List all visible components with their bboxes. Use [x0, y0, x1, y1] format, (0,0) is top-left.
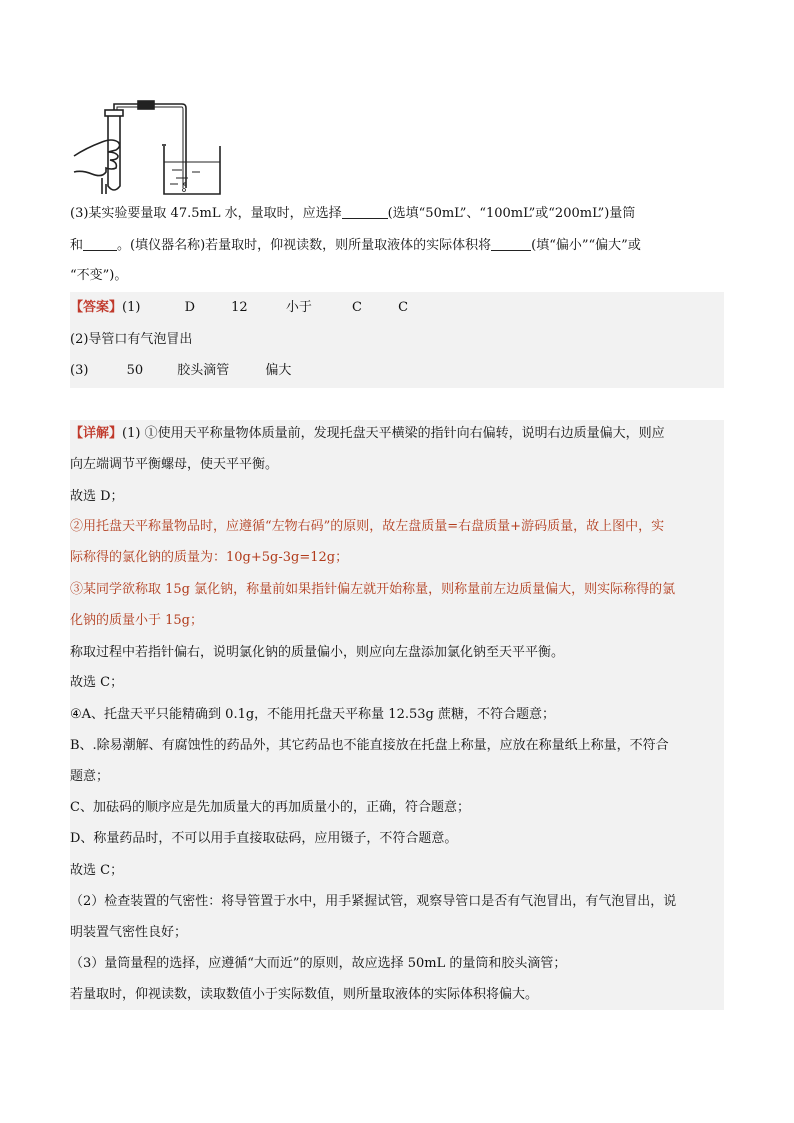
detail-line: 故选 C；: [70, 675, 124, 690]
detail-line: 向左端调节平衡螺母，使天平平衡。: [70, 457, 279, 472]
answer-blank: [342, 204, 388, 219]
detail-line: （3）量筒量程的选择，应遵循“大而近”的原则，故应选择 50mL 的量筒和胶头滴管；: [70, 956, 567, 971]
detail-line: ④A、托盘天平只能精确到 0.1g，不能用托盘天平称量 12.53g 蔗糖，不符合题意；: [70, 707, 555, 722]
detail-line: 故选 C；: [70, 863, 124, 878]
detail-line: 称取过程中若指针偏右，说明氯化钠的质量偏小，则应向左盘添加氯化钠至天平平衡。: [70, 645, 565, 660]
answer-value: D: [184, 300, 196, 315]
detail-tag: 【详解】: [70, 426, 123, 441]
answer-value: 偏大: [265, 363, 292, 378]
answer-value: (1): [122, 300, 141, 315]
answer-row-1: [70, 298, 408, 318]
question-line-1: [70, 204, 635, 224]
question-text: (选填“50mL”、“100mL”或“200mL”)量筒: [387, 206, 636, 221]
answer-value: 胶头滴管: [177, 363, 230, 378]
detail-line: D、称量药品时，不可以用手直接取砝码，应用镊子，不符合题意。: [70, 831, 458, 846]
detail-line: ②用托盘天平称量物品时，应遵循“左物右码”的原则，故左盘质量=右盘质量+游码质量，故上图中，实: [70, 519, 665, 534]
question-line-2: [70, 236, 641, 256]
answer-value: 12: [231, 300, 248, 315]
answer-value: C: [398, 300, 409, 315]
detail-line: B、.除易潮解、有腐蚀性的药品外，其它药品也不能直接放在托盘上称量，应放在称量纸上称量，不符合: [70, 738, 669, 753]
question-text: 和: [70, 238, 84, 253]
detail-line: ③某同学欲称取 15g 氯化钠，称量前如果指针偏左就开始称量，则称量前左边质量偏大，则实际称得的氯: [70, 582, 676, 597]
apparatus-figure: [72, 98, 232, 198]
answer-value: (3): [70, 363, 89, 378]
detail-text: (1) ①使用天平称量物体质量前，发现托盘天平横梁的指针向右偏转，说明右边质量偏大，则应: [122, 426, 665, 441]
answer-value: C: [352, 300, 362, 315]
answer-blank: [83, 236, 117, 251]
answer-row-3: [70, 361, 291, 381]
detail-line: 明装置气密性良好；: [70, 925, 188, 940]
question-text: “不变”)。: [70, 268, 128, 283]
answer-tag: 【答案】: [70, 300, 123, 315]
question-text: 。(填仪器名称)若量取时，仰视读数，则所量取液体的实际体积将: [117, 238, 492, 253]
question-text: (3)某实验要量取 47.5mL 水，量取时，应选择: [70, 206, 342, 221]
detail-line: 故选 D；: [70, 489, 124, 504]
detail-line: 化钠的质量小于 15g；: [70, 613, 203, 628]
detail-line: [70, 424, 665, 444]
detail-line: C、加砝码的顺序应是先加质量大的再加质量小的，正确，符合题意；: [70, 800, 470, 815]
answer-value: 小于: [285, 300, 312, 315]
detail-line: 题意；: [70, 769, 110, 784]
detail-line: （2）检查装置的气密性：将导管置于水中，用手紧握试管，观察导管口是否有气泡冒出，有气泡冒出，说: [70, 894, 677, 909]
detail-line: 际称得的氯化钠的质量为：10g+5g-3g=12g；: [70, 550, 349, 565]
question-line-3: [70, 266, 127, 286]
answer-row-2: (2)导管口有气泡冒出: [70, 332, 193, 347]
answer-value: 50: [126, 363, 144, 378]
detail-line: 若量取时，仰视读数，读取数值小于实际数值，则所量取液体的实际体积将偏大。: [70, 987, 539, 1002]
answer-blank: [491, 236, 531, 251]
question-text: (填“偏小”“偏大”或: [531, 238, 641, 253]
